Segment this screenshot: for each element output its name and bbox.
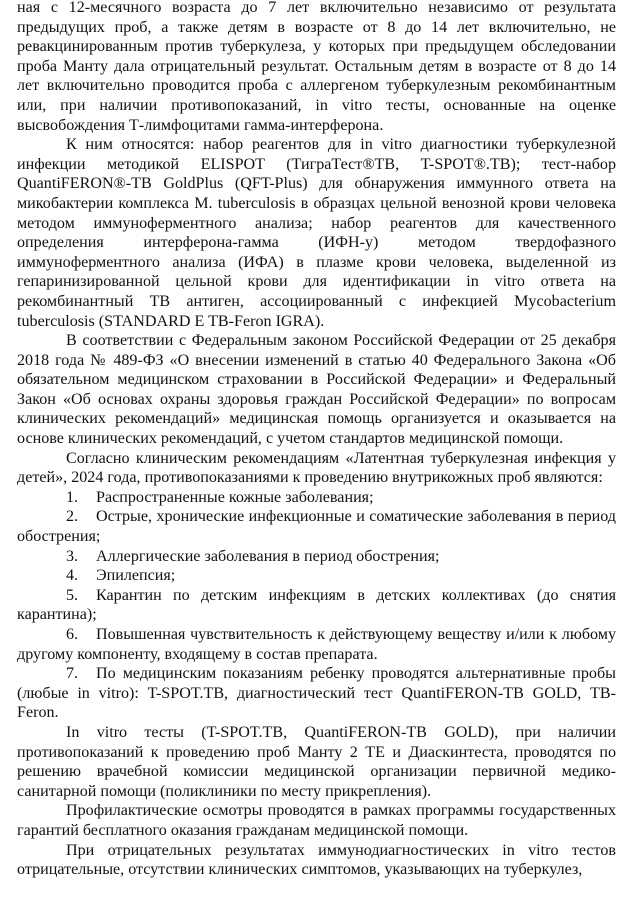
list-item (17, 566, 616, 586)
list-item-number: 5. (66, 586, 79, 604)
list-item-number: 6. (66, 626, 79, 643)
contraindications-list (17, 488, 616, 723)
list-item (17, 547, 616, 567)
paragraph-preventive-exams: Профилактические осмотры проводятся в рамках программы государственных гарантий бесплатного оказания гражданам медицинской помощи. (17, 802, 616, 839)
list-item (17, 625, 616, 664)
list-item-text: Распространенные кожные заболевания; (96, 488, 374, 506)
list-item-number: 1. (66, 488, 79, 506)
list-item (17, 488, 616, 508)
paragraph-in-vitro-commission: In vitro тесты (T-SPOT.TB, QuantiFERON-TB GOLD), при наличии противопоказаний к проведению проб Манту 2 ТЕ и Диаскинтеста, проводятся по решению врачебной комиссии медицинской организации первичной медико-санитарной помощи (поликлиники по месту прикрепления). (17, 723, 616, 800)
list-item (17, 586, 616, 625)
list-item-number: 2. (66, 508, 79, 526)
paragraph-federal-law: В соответствии с Федеральным законом Российской Федерации от 25 декабря 2018 года № 489-ФЗ «О внесении изменений в статью 40 Федерального Закона «Об обязательном медицинском страховании в Российской Федерации» и Федеральный Закон «Об основах охраны здоровья граждан Российской Федерации» по вопросам клинических рекомендаций» медицинская помощь организуется и оказывается на основе клинических рекомендаций, с учетом стандартов медицинской помощи. (17, 332, 616, 448)
list-item-text: Повышенная чувствительность к действующему веществу и/или к любому другому компоненту, входящему в состав препарата. (17, 626, 616, 663)
list-item (17, 664, 616, 723)
paragraph-contraindications-intro: Согласно клиническим рекомендациям «Латентная туберкулезная инфекция у детей», 2024 года, противопоказаниями к проведению внутрикожных проб являются: (17, 449, 616, 487)
paragraph-intro: ная с 12-месячного возраста до 7 лет включительно независимо от результата предыдущих проб, а также детям в возрасте от 8 до 14 лет включительно, не ревакцинированным против туберкулеза, у которых при предыдущем обследовании проба Манту дала отрицательный результат. Остальным детям в возрасте от 8 до 14 лет включительно проводится проба с аллергеном туберкулезным рекомбинантным или, при наличии противопоказаний, in vitro тесты, основанные на оценке высвобождения Т-лимфоцитами гамма-интерферона. (17, 0, 616, 134)
paragraph-in-vitro-tests: К ним относятся: набор реагентов для in vitro диагностики туберкулезной инфекции методикой ELISPOT (ТиграТест®ТВ, T-SPOT®.TB); тест-набор QuantiFERON®-TB GoldPlus (QFT-Plus) для обнаружения иммунного ответа на микобактерии комплекса M. tuberculosis в образцах цельной венозной крови человека методом иммуноферментного анализа; набор реагентов для качественного определения интерферона-гамма (ИФН-у) методом твердофазного иммуноферментного анализа (ИФА) в плазме крови человека, выделенной из гепаринизированной цельной крови для идентификации in vitro ответа на рекомбинантный ТВ антиген, ассоциированный с инфекцией Mycobacterium tuberculosis (STANDARD E TB-Feron IGRA). (17, 136, 616, 330)
list-item-text: Эпилепсия; (96, 567, 176, 585)
list-item-text: Аллергические заболевания в период обострения; (96, 547, 440, 565)
paragraph-negative-results: При отрицательных результатах иммунодиагностических in vitro тестов отрицательные, отсутствии клинических симптомов, указывающих на туберкулез, (17, 841, 616, 879)
list-item-text: Острые, хронические инфекционные и соматические заболевания в период обострения; (17, 508, 616, 546)
list-item-number: 7. (66, 665, 79, 683)
list-item (17, 507, 616, 546)
list-item-number: 3. (66, 547, 79, 565)
list-item-text: По медицинским показаниям ребенку проводятся альтернативные пробы (любые in vitro): T-SPOT.TB, диагностический тест QuantiFERON-TB GOLD, ТВ-Feron. (17, 665, 616, 722)
document-body (17, 0, 616, 880)
list-item-number: 4. (66, 567, 79, 585)
list-item-text: Карантин по детским инфекциям в детских коллективах (до снятия карантина); (17, 586, 616, 624)
